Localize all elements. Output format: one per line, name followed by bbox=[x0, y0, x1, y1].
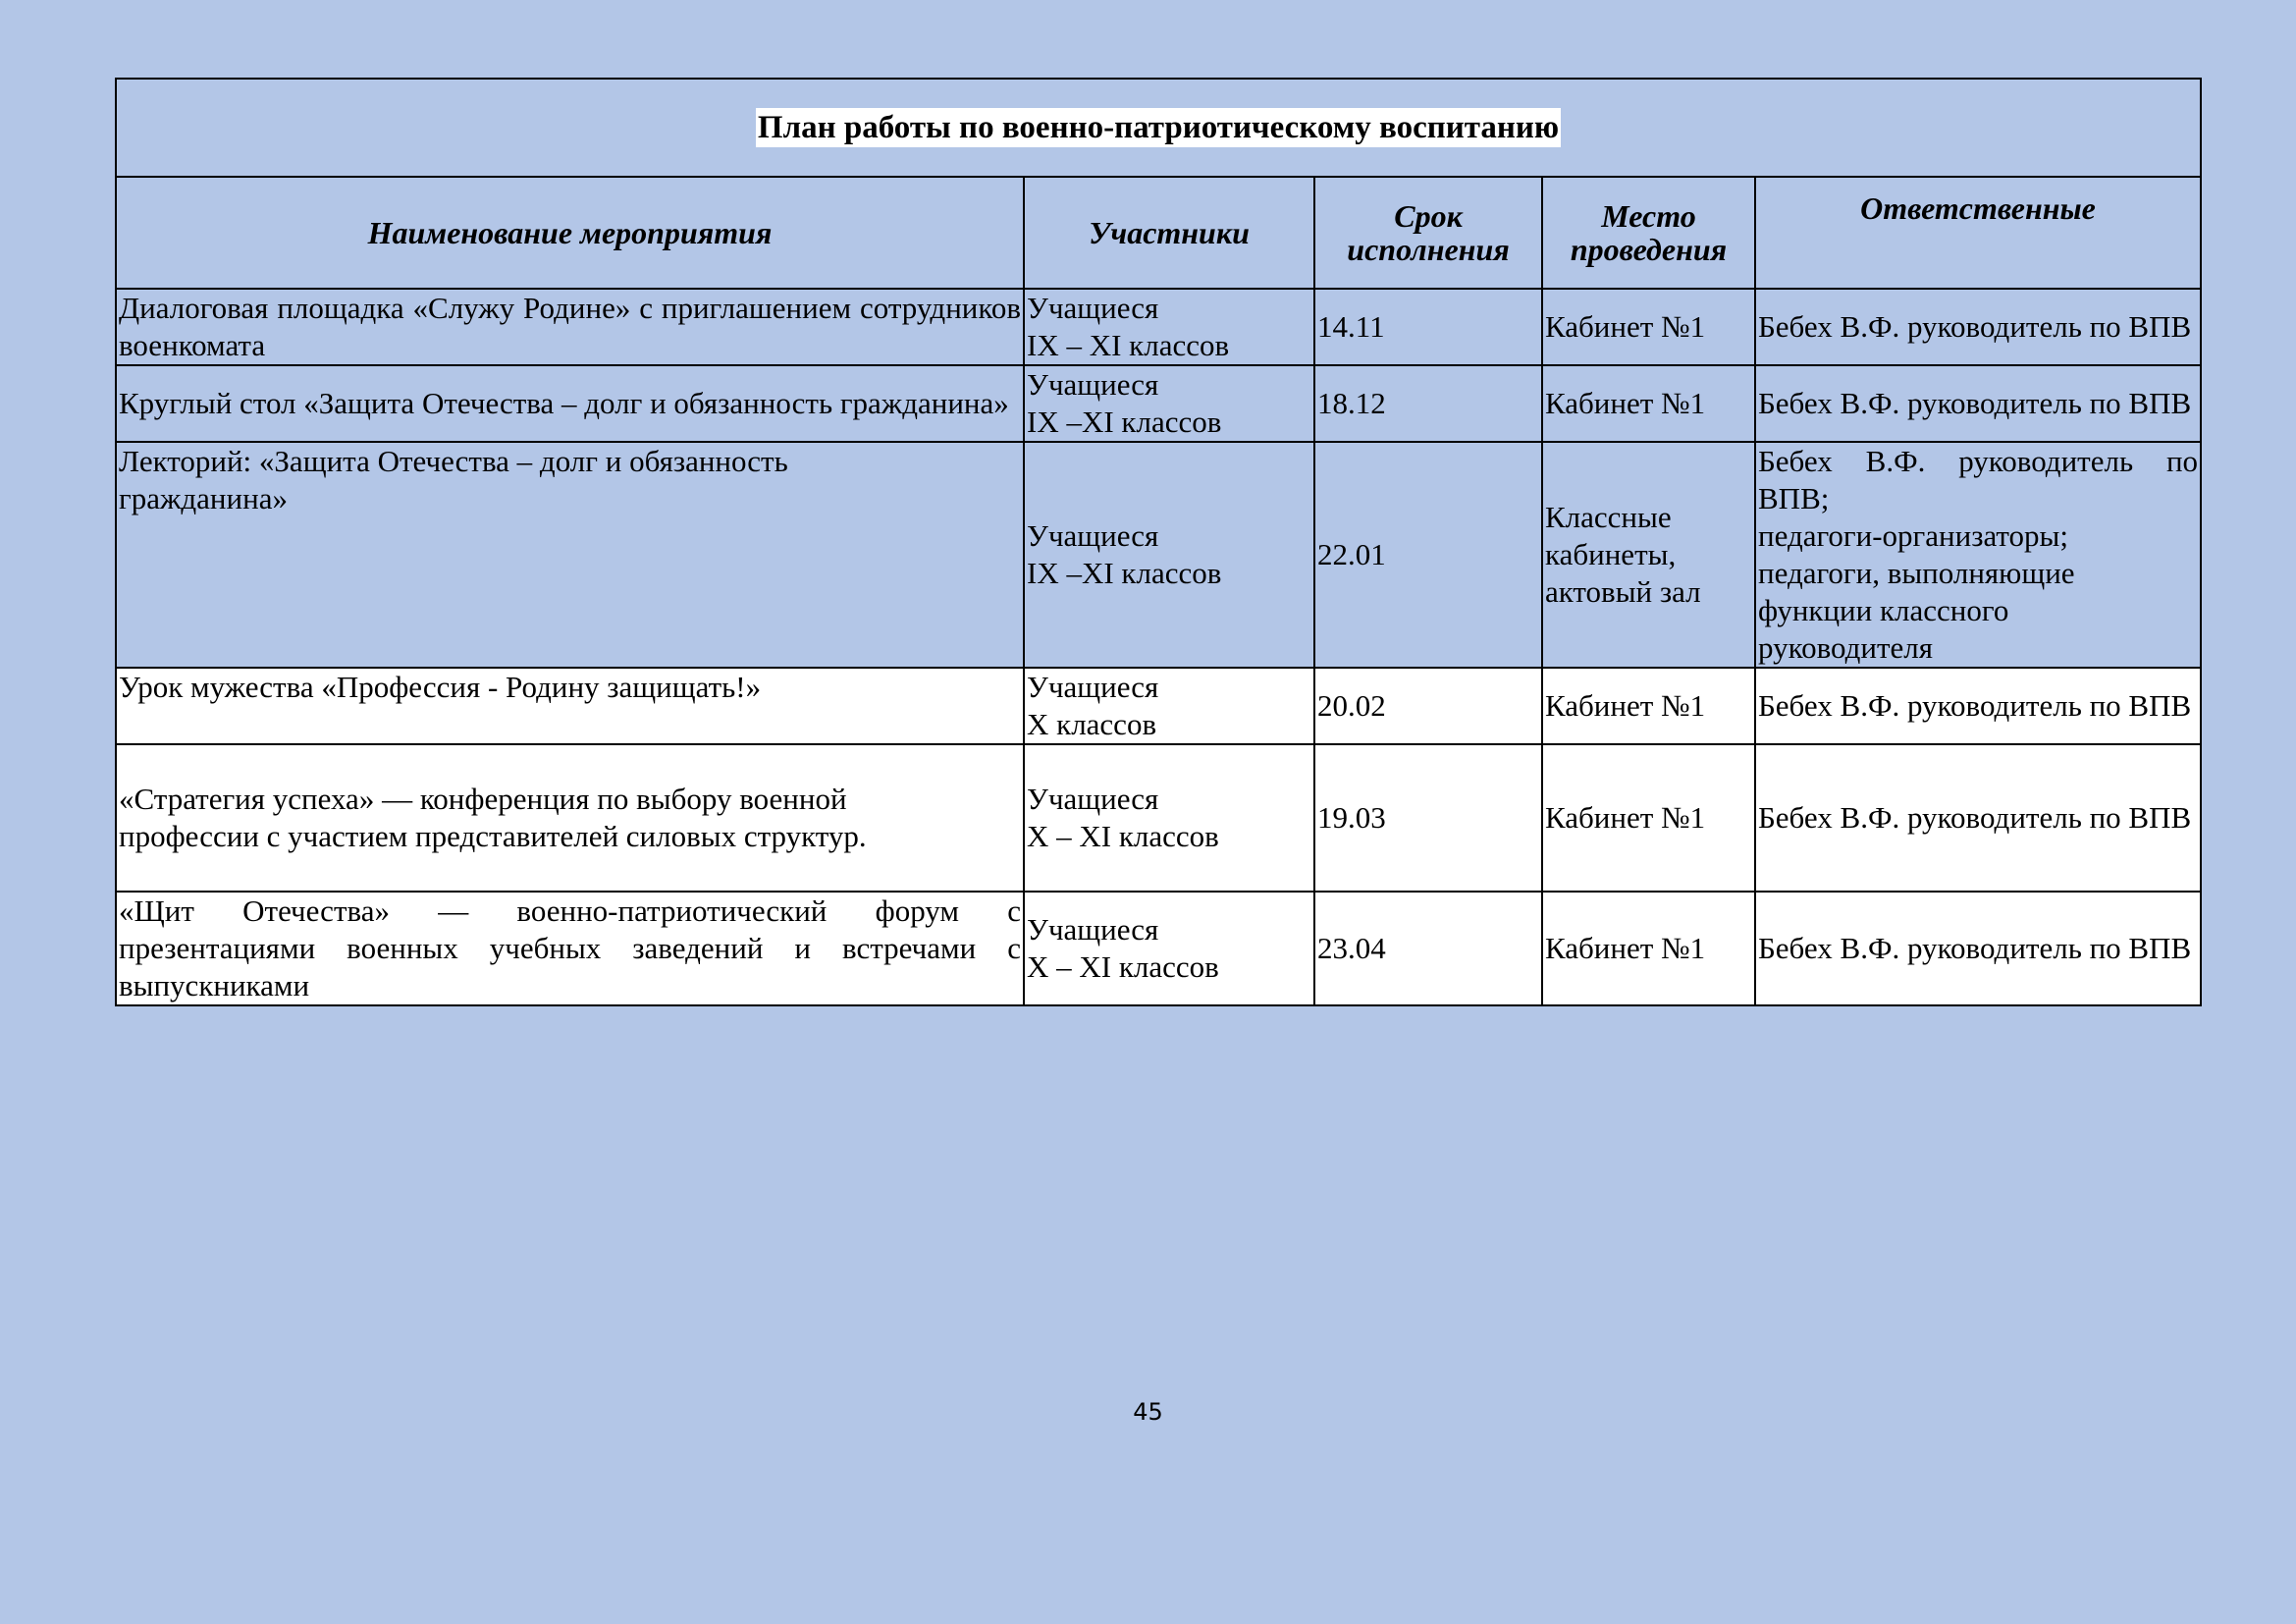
event-cell: Круглый стол «Защита Отечества – долг и обязанность гражданина» bbox=[116, 365, 1024, 442]
event-cell bbox=[116, 744, 1024, 892]
participants-cell bbox=[1024, 442, 1314, 668]
deadline-cell: 22.01 bbox=[1314, 442, 1542, 668]
place-cell: Кабинет №1 bbox=[1542, 892, 1755, 1005]
responsible-cell: Бебех В.Ф. руководитель по ВПВ bbox=[1755, 289, 2201, 365]
table-row bbox=[116, 442, 2201, 668]
participants-line: X – XI классов bbox=[1027, 819, 1219, 853]
participants-line: Учащиеся bbox=[1027, 367, 1159, 402]
place-line: Классные bbox=[1545, 500, 1672, 534]
event-plan-table bbox=[115, 78, 2202, 1006]
event-cell bbox=[116, 442, 1024, 668]
participants-cell bbox=[1024, 744, 1314, 892]
participants-cell bbox=[1024, 365, 1314, 442]
responsible-cell: Бебех В.Ф. руководитель по ВПВ bbox=[1755, 892, 2201, 1005]
responsible-cell: Бебех В.Ф. руководитель по ВПВ bbox=[1755, 365, 2201, 442]
participants-line: IX –XI классов bbox=[1027, 405, 1222, 439]
responsible-line: педагоги-организаторы; bbox=[1758, 518, 2068, 553]
event-line: Лекторий: «Защита Отечества – долг и обязанность bbox=[119, 444, 788, 478]
participants-line: Учащиеся bbox=[1027, 518, 1159, 553]
responsible-cell: Бебех В.Ф. руководитель по ВПВ bbox=[1755, 744, 2201, 892]
place-cell bbox=[1542, 442, 1755, 668]
responsible-cell: Бебех В.Ф. руководитель по ВПВ bbox=[1755, 668, 2201, 744]
title-cell bbox=[116, 79, 2201, 177]
responsible-line: педагоги, выполняющие bbox=[1758, 556, 2075, 590]
participants-line: X классов bbox=[1027, 707, 1157, 741]
responsible-line: руководителя bbox=[1758, 630, 1934, 665]
table-row bbox=[116, 668, 2201, 744]
event-line: гражданина» bbox=[119, 481, 288, 515]
event-line: профессии с участием представителей силовых структур. bbox=[119, 819, 867, 853]
place-cell: Кабинет №1 bbox=[1542, 365, 1755, 442]
responsible-line: функции классного bbox=[1758, 593, 2009, 627]
place-cell: Кабинет №1 bbox=[1542, 289, 1755, 365]
page-title: План работы по военно-патриотическому воспитанию bbox=[757, 110, 1560, 145]
participants-cell bbox=[1024, 668, 1314, 744]
deadline-cell: 18.12 bbox=[1314, 365, 1542, 442]
table-row bbox=[116, 365, 2201, 442]
table-row bbox=[116, 289, 2201, 365]
participants-line: Учащиеся bbox=[1027, 291, 1159, 325]
header-event: Наименование мероприятия bbox=[116, 177, 1024, 289]
deadline-cell: 23.04 bbox=[1314, 892, 1542, 1005]
header-row bbox=[116, 177, 2201, 289]
header-responsible: Ответственные bbox=[1755, 177, 2201, 289]
place-line: актовый зал bbox=[1545, 574, 1701, 609]
deadline-cell: 14.11 bbox=[1314, 289, 1542, 365]
title-row bbox=[116, 79, 2201, 177]
place-cell: Кабинет №1 bbox=[1542, 668, 1755, 744]
participants-line: IX –XI классов bbox=[1027, 556, 1222, 590]
event-line: «Стратегия успеха» — конференция по выбору военной bbox=[119, 782, 847, 816]
participants-line: IX – XI классов bbox=[1027, 328, 1230, 362]
participants-cell bbox=[1024, 289, 1314, 365]
participants-cell bbox=[1024, 892, 1314, 1005]
event-cell: Урок мужества «Профессия - Родину защищать!» bbox=[116, 668, 1024, 744]
table-row bbox=[116, 892, 2201, 1005]
event-cell: Диалоговая площадка «Служу Родине» с приглашением сотрудников военкомата bbox=[116, 289, 1024, 365]
header-participants: Участники bbox=[1024, 177, 1314, 289]
table-row bbox=[116, 744, 2201, 892]
page-number: 45 bbox=[1133, 1398, 1163, 1426]
event-cell: «Щит Отечества» — военно-патриотический форум с презентациями военных учебных заведений и встречами с выпускниками bbox=[116, 892, 1024, 1005]
participants-line: Учащиеся bbox=[1027, 912, 1159, 947]
responsible-cell bbox=[1755, 442, 2201, 668]
header-deadline: Срок исполнения bbox=[1314, 177, 1542, 289]
place-line: кабинеты, bbox=[1545, 537, 1677, 571]
deadline-cell: 20.02 bbox=[1314, 668, 1542, 744]
deadline-cell: 19.03 bbox=[1314, 744, 1542, 892]
participants-line: Учащиеся bbox=[1027, 670, 1159, 704]
participants-line: Учащиеся bbox=[1027, 782, 1159, 816]
place-cell: Кабинет №1 bbox=[1542, 744, 1755, 892]
participants-line: X – XI классов bbox=[1027, 949, 1219, 984]
responsible-line: Бебех В.Ф. руководитель по ВПВ; bbox=[1758, 444, 2199, 515]
header-place: Место проведения bbox=[1542, 177, 1755, 289]
